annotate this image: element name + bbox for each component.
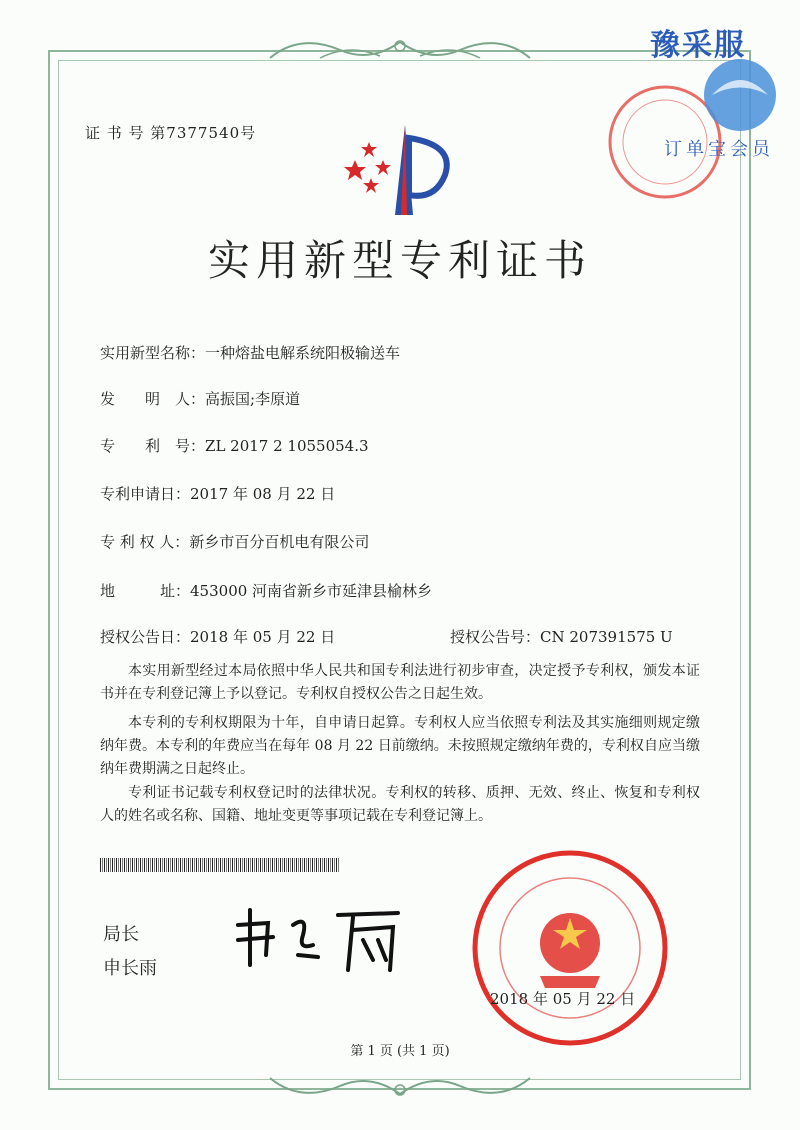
- address-value: 453000 河南省新乡市延津县榆林乡: [190, 582, 433, 600]
- filing-date-row: [100, 483, 335, 504]
- certificate-title: 实用新型专利证书: [207, 236, 592, 285]
- body-paragraph-2: 本专利的专利权期限为十年，自申请日起算。专利权人应当依照专利法及其实施细则规定缴纳年费。本专利的年费应当在每年 08 月 22 日前缴纳。未按照规定缴纳年费的，专利权自应当缴纳年费期满之日起终止。: [100, 715, 700, 777]
- inventor-value: 高振国;李原道: [205, 390, 301, 408]
- grant-number-row: [450, 626, 673, 647]
- patent-holder-row: [100, 531, 369, 552]
- watermark-subtitle: 订单宝会员: [664, 139, 774, 160]
- patent-office-emblem-icon: [335, 120, 475, 220]
- certificate-number: 证 书 号 第7377540号: [85, 124, 257, 142]
- page-indicator: 第 1 页 (共 1 页): [350, 1044, 450, 1059]
- patent-holder-value: 新乡市百分百机电有限公司: [189, 533, 370, 551]
- grant-number-label: 授权公告号：: [450, 628, 541, 646]
- director-signature: [228, 895, 408, 985]
- grant-date-row: [100, 626, 335, 647]
- seal-date: 2018 年 05 月 22 日: [490, 990, 636, 1008]
- patent-number-row: [100, 435, 369, 456]
- grant-date-value: 2018 年 05 月 22 日: [190, 628, 336, 646]
- director-title: 局长: [103, 924, 139, 945]
- utility-name-label: 实用新型名称：: [100, 344, 206, 362]
- inventor-row: [100, 388, 300, 409]
- watermark-brand: 豫采服: [650, 28, 746, 63]
- inventor-label: 发 明 人：: [100, 390, 206, 408]
- national-ip-office-seal-icon: [470, 848, 670, 1048]
- address-label: 地 址：: [100, 582, 191, 600]
- patent-holder-label: 专 利 权 人：: [100, 533, 190, 551]
- utility-name-value: 一种熔盐电解系统阳极输送车: [205, 344, 401, 362]
- patent-number-value: ZL 2017 2 1055054.3: [205, 437, 369, 455]
- barcode-icon: [100, 858, 340, 872]
- filing-date-value: 2017 年 08 月 22 日: [190, 485, 336, 503]
- bottom-ornament: [260, 1068, 540, 1108]
- body-paragraph-3: 专利证书记载专利权登记时的法律状况。专利权的转移、质押、无效、终止、恢复和专利权人的姓名或名称、国籍、地址变更等事项记载在专利登记簿上。: [100, 785, 700, 824]
- filing-date-label: 专利申请日：: [100, 485, 191, 503]
- grant-number-value: CN 207391575 U: [540, 628, 673, 646]
- top-ornament: [260, 28, 540, 68]
- address-row: [100, 580, 432, 601]
- watermark-logo-icon: [700, 55, 780, 135]
- utility-name-row: [100, 342, 400, 363]
- body-paragraph-1: 本实用新型经过本局依照中华人民共和国专利法进行初步审查，决定授予专利权，颁发本证书并在专利登记簿上予以登记。专利权自授权公告之日起生效。: [100, 663, 700, 702]
- grant-date-label: 授权公告日：: [100, 628, 191, 646]
- patent-number-label: 专 利 号：: [100, 437, 206, 455]
- director-name: 申长雨: [103, 958, 157, 979]
